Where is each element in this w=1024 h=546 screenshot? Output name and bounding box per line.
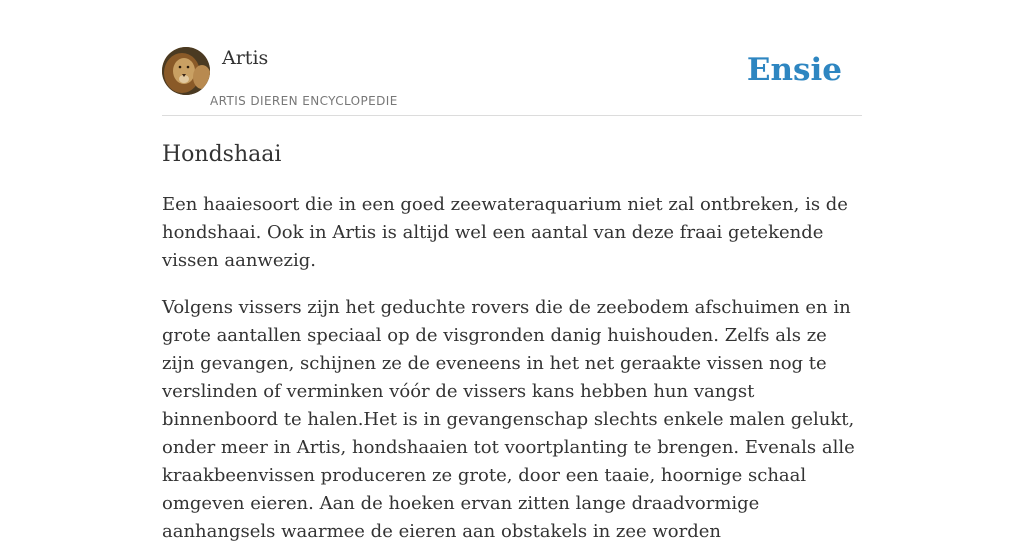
- article-paragraph: Een haaiesoort die in een goed zeewateraquarium niet zal ontbreken, is de hondshaai. Ook in Artis is altijd wel een aantal van deze fraai getekende vissen aanwezig.: [162, 194, 848, 271]
- article-title: Hondshaai: [162, 142, 282, 167]
- article-header: [162, 0, 862, 116]
- site-logo[interactable]: Ensie: [746, 52, 842, 88]
- article-paragraph: Volgens vissers zijn het geduchte rovers die de zeebodem afschuimen en in grote aantallen speciaal op de visgronden danig huishouden. Zelfs als ze zijn gevangen, schijnen ze de eveneens in het net geraakte vissen nog te verslinden of verminken vóór de vissers kans hebben hun vangst binnenboord te halen.Het is in gevangenschap slechts enkele malen gelukt, onder meer in Artis, hondshaaien tot voortplanting te brengen. Evenals alle kraakbeenvissen produceren ze grote, door een taaie, hoornige schaal omgeven eieren. Aan de hoeken ervan zitten lange draadvormige aanhangsels waarmee de eieren aan obstakels in zee worden: [162, 297, 855, 542]
- author-name[interactable]: Artis: [222, 47, 269, 69]
- article-container: [162, 0, 862, 546]
- lion-avatar-icon[interactable]: [162, 47, 210, 95]
- publication-name[interactable]: ARTIS DIEREN ENCYCLOPEDIE: [210, 94, 398, 108]
